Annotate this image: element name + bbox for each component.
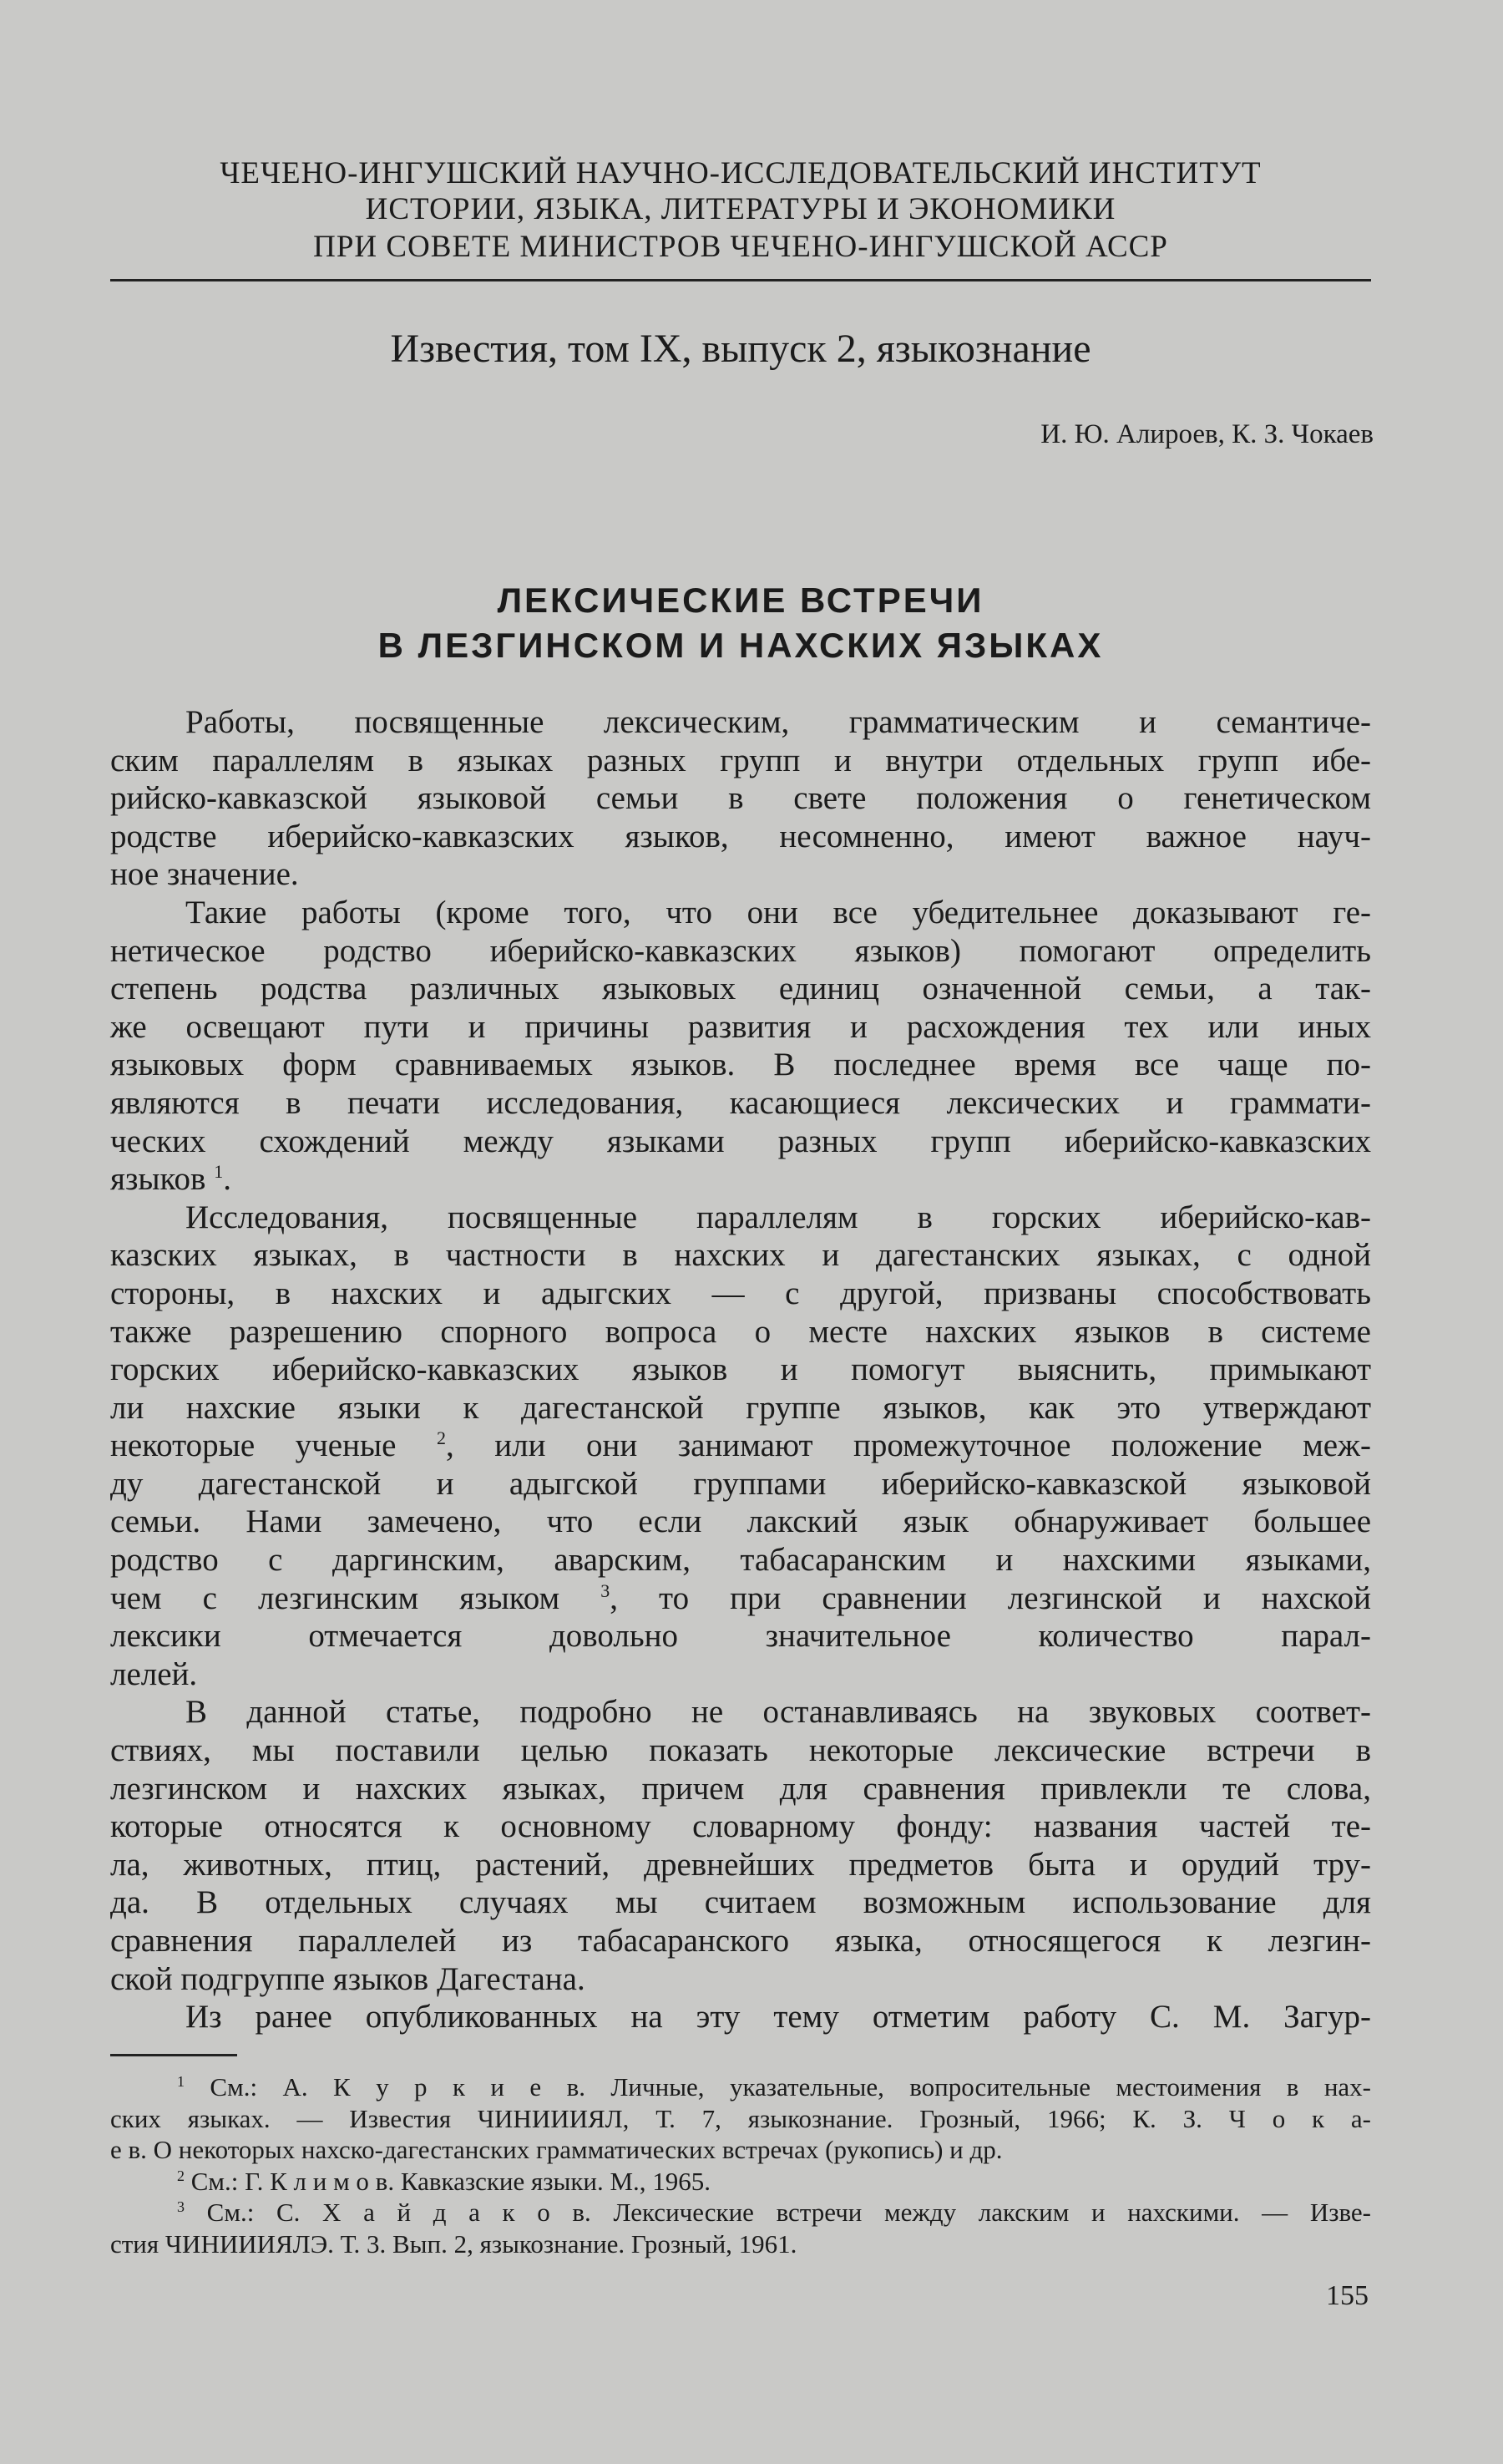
text-segment: ским параллелям в языках разных групп и внутри отдельных групп ибе- [110, 742, 1371, 778]
body-line [110, 1389, 1371, 1427]
institute-line: ПРИ СОВЕТЕ МИНИСТРОВ ЧЕЧЕНО-ИНГУШСКОЙ АССР [313, 230, 1168, 264]
text-segment: , или они занимают промежуточное положение меж- [446, 1427, 1371, 1464]
body-line [110, 1313, 1371, 1351]
text-segment: родство с даргинским, аварским, табасаранским и нахскими языками, [110, 1542, 1371, 1579]
body-line [110, 932, 1371, 971]
text-segment: лексики отмечается довольно значительное количество парал- [110, 1618, 1371, 1655]
body-line [110, 1008, 1371, 1047]
body-line [110, 1199, 1371, 1237]
body-line [110, 703, 1371, 742]
body-line [110, 1960, 1371, 1999]
text-segment: Исследования, посвященные параллелям в горских иберийско-кав- [185, 1199, 1371, 1235]
body-line [110, 1770, 1371, 1808]
text-segment: ских языках. — Известия ЧИНИИИЯЛ, Т. 7, языкознание. Грозный, 1966; К. З. Ч о к а- [110, 2103, 1371, 2133]
text-segment: См.: С. Х а й д а к о в. Лексические встречи между лакским и нахскими. — Изве- [185, 2198, 1371, 2227]
text-segment: являются в печати исследования, касающиеся лексических и граммати- [110, 1084, 1371, 1121]
footnote-marker: 3 [600, 1579, 610, 1601]
text-segment: казских языках, в частности в нахских и дагестанских языках, с одной [110, 1237, 1371, 1274]
text-segment: В данной статье, подробно не останавливаясь на звуковых соответ- [185, 1694, 1371, 1731]
text-segment: ду дагестанской и адыгской группами иберийско-кавказской языковой [110, 1465, 1371, 1502]
text-segment: которые относятся к основному словарному фонду: названия частей те- [110, 1808, 1371, 1845]
body-line [110, 1236, 1371, 1275]
text-segment: ской подгруппе языков Дагестана. [110, 1960, 585, 1997]
text-segment: е в. О некоторых нахско-дагестанских грамматических встречах (рукопись) и др. [110, 2135, 1003, 2164]
body-line [110, 1579, 1371, 1618]
body-line [110, 1998, 1371, 2036]
footnote-line [110, 2103, 1371, 2135]
text-segment: стия ЧИНИИИЯЛЭ. Т. 3. Вып. 2, языкознание. Грозный, 1961. [110, 2228, 797, 2259]
body-line [110, 1883, 1371, 1922]
text-segment: стороны, в нахских и адыгских — с другой, призваны способствовать [110, 1275, 1371, 1311]
text-segment: лезгинском и нахских языках, причем для сравнения привлекли те слова, [110, 1770, 1371, 1807]
text-segment: , то при сравнении лезгинской и нахской [610, 1579, 1371, 1616]
title-line: В ЛЕЗГИНСКОМ И НАХСКИХ ЯЗЫКАХ [377, 626, 1104, 665]
footnote-line [110, 2228, 1371, 2260]
text-segment: да. В отдельных случаях мы считаем возможным использование для [110, 1884, 1371, 1921]
body-line [110, 970, 1371, 1008]
body-line [110, 1922, 1371, 1960]
body-line [110, 1846, 1371, 1884]
text-segment: же освещают пути и причины развития и расхождения тех или иных [110, 1008, 1371, 1045]
text-segment: некоторые ученые [110, 1427, 437, 1464]
body-line [110, 1351, 1371, 1389]
footnotes [110, 2071, 1371, 2259]
body-line [110, 1617, 1371, 1655]
text-segment: семьи. Нами замечено, что если лакский язык обнаруживает большее [110, 1503, 1371, 1540]
body-line [110, 855, 1371, 894]
body-line [110, 1046, 1371, 1084]
title-line: ЛЕКСИЧЕСКИЕ ВСТРЕЧИ [497, 581, 984, 620]
footnote-marker: 3 [177, 2198, 185, 2215]
text-segment: См.: Г. К л и м о в. Кавказские языки. М., 1965. [185, 2166, 711, 2196]
text-segment: степень родства различных языковых единиц означенной семьи, а так- [110, 971, 1371, 1007]
body-line [110, 1123, 1371, 1161]
text-segment: чем с лезгинским языком [110, 1579, 601, 1616]
text-segment: сравнения параллелей из табасаранского языка, относящегося к лезгин- [110, 1923, 1371, 1959]
body-line [110, 1503, 1371, 1541]
text-segment: Из ранее опубликованных на эту тему отметим работу С. М. Загур- [185, 1999, 1371, 2036]
body-line [110, 742, 1371, 780]
footnote-marker: 1 [214, 1161, 224, 1183]
text-segment: Работы, посвященные лексическим, грамматическим и семантиче- [185, 704, 1371, 740]
body-line [110, 1807, 1371, 1846]
body-line [110, 894, 1371, 932]
institute-line: ИСТОРИИ, ЯЗЫКА, ЛИТЕРАТУРЫ И ЭКОНОМИКИ [365, 192, 1116, 226]
text-segment: ла, животных, птиц, растений, древнейших предметов быта и орудий тру- [110, 1846, 1371, 1883]
text-segment: также разрешению спорного вопроса о месте нахских языков в системе [110, 1313, 1371, 1350]
footnote-line [110, 2197, 1371, 2228]
body-line [110, 1465, 1371, 1503]
body-line [110, 1160, 1371, 1199]
text-segment: родстве иберийско-кавказских языков, несомненно, имеют важное науч- [110, 818, 1371, 854]
journal-title: Известия, том IX, выпуск 2, языкознание [390, 327, 1091, 371]
text-segment: Такие работы (кроме того, что они все убедительнее доказывают ге- [185, 894, 1371, 930]
body-line [110, 1541, 1371, 1579]
footnote-line [110, 2134, 1371, 2166]
footnote-marker: 1 [177, 2073, 185, 2090]
footnote-marker: 2 [177, 2167, 185, 2184]
text-segment: См.: А. К у р к и е в. Личные, указательные, вопросительные местоимения в нах- [185, 2072, 1371, 2101]
text-segment: . [223, 1161, 231, 1198]
page-number: 155 [1326, 2280, 1369, 2311]
text-segment: ствиях, мы поставили целью показать некоторые лексические встречи в [110, 1732, 1371, 1769]
text-segment: языковых форм сравниваемых языков. В последнее время все чаще по- [110, 1047, 1371, 1083]
footnote-divider [110, 2054, 237, 2056]
body-line [110, 779, 1371, 818]
text-segment: языков [110, 1161, 215, 1198]
text-segment: лелей. [110, 1655, 198, 1692]
text-segment: рийско-кавказской языковой семьи в свете положения о генетическом [110, 780, 1371, 817]
body-line [110, 1084, 1371, 1123]
body-line [110, 818, 1371, 856]
text-segment: ли нахские языки к дагестанской группе языков, как это утверждают [110, 1389, 1371, 1426]
body-line [110, 1427, 1371, 1465]
text-segment: нетическое родство иберийско-кавказских языков) помогают определить [110, 932, 1371, 969]
footnote-line [110, 2071, 1371, 2103]
text-segment: ческих схождений между языками разных групп иберийско-кавказских [110, 1123, 1371, 1159]
institute-line: ЧЕЧЕНО-ИНГУШСКИЙ НАУЧНО-ИССЛЕДОВАТЕЛЬСКИЙ ИНСТИТУТ [220, 156, 1262, 190]
text-segment: горских иберийско-кавказских языков и помогут выяснить, примыкают [110, 1351, 1371, 1388]
footnote-line [110, 2166, 1371, 2198]
body-line [110, 1731, 1371, 1770]
article-body [110, 703, 1371, 2036]
body-line [110, 1693, 1371, 1731]
footnote-marker: 2 [437, 1427, 446, 1449]
header-divider [110, 279, 1371, 281]
article-title [110, 578, 1371, 668]
text-segment: ное значение. [110, 856, 299, 893]
body-line [110, 1655, 1371, 1694]
authors: И. Ю. Алироев, К. З. Чокаев [1040, 419, 1374, 449]
body-line [110, 1275, 1371, 1313]
